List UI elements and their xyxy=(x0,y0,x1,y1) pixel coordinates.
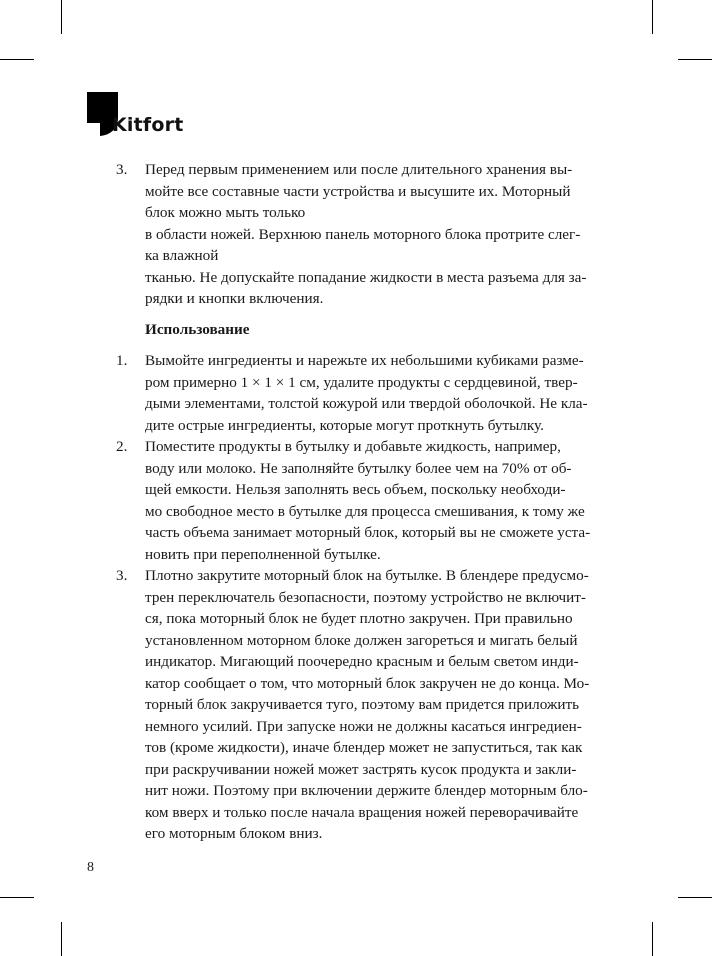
text-line: новить при переполненной бутылке. xyxy=(145,545,381,563)
text-line: Поместите продукты в бутылку и добавьте жидкость, например, xyxy=(145,438,561,455)
text-line: ка влажной xyxy=(145,247,219,264)
crop-mark xyxy=(652,922,653,956)
text-line: мойте все составные части устройства и высушите их. Моторный xyxy=(145,182,571,200)
text-line: дите острые ингредиенты, которые могут проткнуть бутылку. xyxy=(145,416,544,434)
text-line: индикатор. Мигающий поочередно красным и белым светом инди- xyxy=(145,653,579,670)
text-line: катор сообщает о том, что моторный блок закручен не до конца. Мо- xyxy=(145,674,590,692)
list-item xyxy=(116,436,616,565)
crop-mark xyxy=(678,59,712,60)
crop-mark xyxy=(61,0,62,34)
text-line: рядки и кнопки включения. xyxy=(145,290,324,307)
brand-name: Kitfort xyxy=(112,114,184,136)
text-line: Перед первым применением или после длительного хранения вы- xyxy=(145,161,573,178)
page-content xyxy=(116,159,616,845)
text-line: нит ножи. Поэтому при включении держите блендер моторным бло- xyxy=(145,782,588,799)
text-line: ром примерно 1 × 1 × 1 см, удалите продукты с сердцевиной, твер- xyxy=(145,373,578,391)
text-line: дыми элементами, толстой кожурой или твердой оболочкой. Не кла- xyxy=(145,395,588,412)
text-line: тканью. Не допускайте попадание жидкости в места разъема для за- xyxy=(145,268,587,286)
list-item xyxy=(116,350,616,436)
text-line: воду или молоко. Не заполняйте бутылку более чем на 70% от об- xyxy=(145,459,572,477)
text-line: Плотно закрутите моторный блок на бутылке. В блендере предусмо- xyxy=(145,567,589,584)
text-line: немного усилий. При запуске ножи не должны касаться ингредиен- xyxy=(145,717,582,735)
text-line: трен переключатель безопасности, поэтому устройство не включит- xyxy=(145,588,586,606)
crop-mark xyxy=(0,897,34,898)
list-item xyxy=(116,565,616,845)
text-line: его моторным блоком вниз. xyxy=(145,825,323,842)
crop-mark xyxy=(652,0,653,34)
crop-mark xyxy=(0,59,34,60)
crop-mark xyxy=(678,897,712,898)
text-line: часть объема занимает моторный блок, который вы не сможете уста- xyxy=(145,524,591,541)
section-heading: Использование xyxy=(145,320,250,338)
text-line: блок можно мыть только xyxy=(145,204,306,221)
text-line: при раскручивании ножей может застрять кусок продукта и закли- xyxy=(145,760,577,778)
text-line: Вымойте ингредиенты и нарежьте их небольшими кубиками разме- xyxy=(145,352,584,369)
page-number: 8 xyxy=(87,860,94,875)
list-number: 3. xyxy=(116,161,128,178)
text-line: установленном моторном блоке должен загореться и мигать белый xyxy=(145,631,578,649)
text-line: торный блок закручивается туго, поэтому вам придется приложить xyxy=(145,696,580,713)
crop-mark xyxy=(61,922,62,956)
text-line: мо свободное место в бутылке для процесса смешивания, к тому же xyxy=(145,502,585,520)
list-item xyxy=(116,159,616,310)
list-number: 2. xyxy=(116,438,128,455)
text-line: щей емкости. Нельзя заполнять весь объем, поскольку необходи- xyxy=(145,481,566,498)
list-number: 3. xyxy=(116,567,128,584)
list-number: 1. xyxy=(116,352,128,369)
text-line: в области ножей. Верхнюю панель моторного блока протрите слег- xyxy=(145,225,581,243)
text-line: ся, пока моторный блок не будет плотно закручен. При правильно xyxy=(145,610,573,627)
text-line: тов (кроме жидкости), иначе блендер может не запуститься, так как xyxy=(145,739,583,756)
text-line: ком вверх и только после начала вращения ножей переворачивайте xyxy=(145,803,579,821)
